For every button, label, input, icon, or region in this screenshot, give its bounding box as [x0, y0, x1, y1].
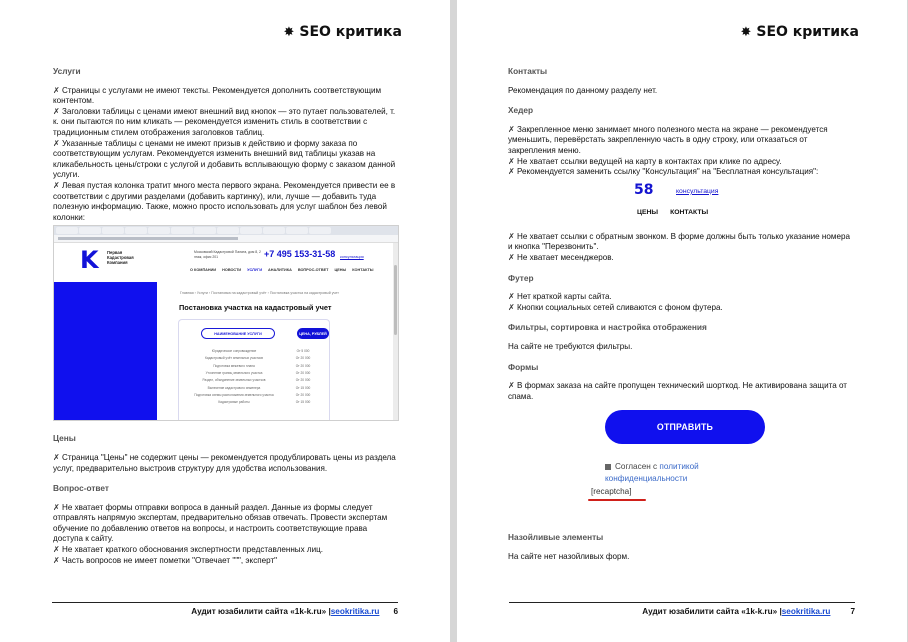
bullet-item: ✗ Страницы с услугами не имеют тексты. Рекомендуется дополнить соответствующим контентом. [53, 85, 382, 106]
gear-icon: ✸ [740, 24, 752, 40]
recaptcha-shortcode: [recaptcha] [591, 487, 632, 497]
table-row: Кадастровые работы От 15 000 [218, 400, 311, 405]
table-row: Юридическое сопровождение От 5 000 [211, 348, 310, 353]
cross-icon: ✗ [53, 138, 60, 148]
bullet-item: ✗ Не хватает формы отправки вопроса в данный раздел. Данные из формы следует отправлять напрямую экспертам, предварительно обязав отвечать. Провести экспертам обучение по добавлению ответов на вопросы, и настроить соответствующие права доступа к сайту. [53, 502, 388, 544]
bullet-item: ✗ Часть вопросов не имеет пометки "Отвечает """, эксперт" [53, 555, 278, 565]
menu-item: КОНТАКТЫ [670, 208, 709, 216]
page-content [508, 66, 856, 562]
bullet-item: ✗ Заголовки таблицы с ценами имеют внешний вид кнопок — это путает пользователей, т. к. они пытаются по ним кликать — рекомендуется изменить стиль в соответствии с традиционным стилем отображения заголовков таблиц. [53, 106, 396, 137]
page-title: Постановка участка на кадастровый учет [179, 303, 332, 313]
privacy-link: политикой конфиденциальности [605, 462, 699, 484]
section-text: Рекомендация по данному разделу нет. [508, 85, 658, 95]
document-page-7 [457, 0, 907, 642]
cross-icon: ✗ [508, 231, 515, 241]
section-title: Вопрос-ответ [53, 483, 109, 494]
menu-item: ЦЕНЫ [334, 268, 347, 273]
cross-icon: ✗ [53, 106, 60, 116]
section-title: Назойливые элементы [508, 532, 604, 543]
phone-fragment: 58 [634, 181, 654, 198]
section-title: Фильтры, сортировка и настройка отображения [508, 322, 707, 333]
service-column-header: НАИМЕНОВАНИЕ УСЛУГИ [201, 328, 275, 339]
table-row: Уточнение границ земельного участка От 20 000 [205, 370, 311, 375]
consult-link: консультация [340, 255, 364, 260]
section-title: Формы [508, 361, 539, 372]
footer-text: Аудит юзабилити сайта «1k-k.ru» | [191, 607, 331, 616]
section-title: Футер [508, 272, 534, 283]
bullet-item: ✗ Не хватает ссылки с обратным звонком. В форме должны быть только указание номера и кнопка "Перезвонить". [508, 231, 850, 252]
bullet-item: ✗ Указанные таблицы с ценами не имеют призыв к действию и форму заказа по соответствующим услугам. Рекомендуется изменить внешний вид таблицы указав на кликабельность цены/строки с услугой и добавить всплывающую форму с заказом данной услуги. [53, 138, 396, 180]
section-text: На сайте не требуются фильтры. [508, 341, 633, 351]
bullet-item: ✗ Кнопки социальных сетей сливаются с фоном футера. [508, 302, 723, 312]
section-title: Услуги [53, 66, 81, 76]
brand-name: SEO критика [299, 24, 402, 40]
cross-icon: ✗ [508, 292, 515, 302]
cross-icon: ✗ [53, 545, 60, 555]
company-logo-text: Первая Кадастровая Компания [107, 250, 134, 266]
browser-address-bar [54, 235, 398, 243]
cross-icon: ✗ [53, 555, 60, 565]
section-title: Хедер [508, 105, 534, 116]
page-footer [509, 602, 855, 616]
cross-icon: ✗ [508, 302, 515, 312]
bullet-item: ✗ Не хватает месенджеров. [508, 252, 614, 262]
header-snippet [508, 182, 856, 228]
price-table [178, 319, 330, 421]
footer-text: Аудит юзабилити сайта «1k-k.ru» | [642, 607, 782, 616]
form-screenshot [578, 406, 782, 520]
menu-item: О КОМПАНИИ [190, 268, 217, 273]
cross-icon: ✗ [508, 156, 515, 166]
checkbox-icon [605, 464, 611, 470]
company-logo-icon: K [80, 246, 99, 275]
menu-item: КОНТАКТЫ [352, 268, 374, 273]
menu-item: ВОПРОС-ОТВЕТ [297, 268, 329, 273]
site-header [54, 245, 398, 281]
cross-icon: ✗ [508, 167, 515, 177]
section-title: Цены [53, 433, 76, 444]
bullet-item: ✗ Нет краткой карты сайта. [508, 292, 612, 302]
page-content [53, 66, 398, 566]
document-page-6 [0, 0, 450, 642]
cross-icon: ✗ [53, 502, 60, 512]
site-address: Московский Кадастровой Палата, дом 8, 2 этаж, офис 201 [194, 250, 261, 259]
consult-link: консультация [676, 187, 719, 195]
footer-link[interactable]: seokritika.ru [330, 607, 380, 616]
breadcrumb: Главная › Услуги › Постановка на кадастровый учёт › Постановка участка на кадастровый учет [180, 291, 339, 296]
price-column-header: ЦЕНА, РУБЛЕЙ [297, 328, 329, 339]
table-row: Подготовка межевого плана От 20 000 [213, 363, 311, 368]
browser-tabs [54, 226, 398, 235]
footer-link[interactable]: seokritika.ru [781, 607, 831, 616]
cross-icon: ✗ [53, 85, 60, 95]
page-footer [52, 602, 398, 616]
bullet-item: ✗ Не хватает краткого обоснования экспертности представленных лиц. [53, 545, 324, 555]
bullet-item: ✗ Не хватает ссылки ведущей на карту в контактах при клике по адресу. [508, 156, 782, 166]
brand-logo [740, 24, 859, 40]
table-row: Подготовка схемы расположения земельного участка От 20 000 [194, 393, 311, 398]
site-menu [637, 208, 708, 219]
cross-icon: ✗ [53, 180, 60, 190]
empty-left-column [54, 282, 157, 421]
menu-item: НОВОСТИ [222, 268, 242, 273]
bullet-item: ✗ Страница "Цены" не содержит цены — рекомендуется продублировать цены из раздела услуг, предварительно выстроив структуру для удобства использования. [53, 452, 396, 473]
menu-item-active: УСЛУГИ [247, 268, 263, 273]
bullet-item: ✗ Левая пустая колонка тратит много места первого экрана. Рекомендуется привести ее в соответствии с другими разделами (добавить картинку), или, лучше — добавить туда полезную информацию. Также, можно просто использовать для услуг шаблон без левой колонки: [53, 180, 396, 222]
page-number: 7 [850, 607, 855, 616]
gear-icon: ✸ [283, 24, 295, 40]
brand-logo [283, 24, 402, 40]
menu-item: ЦЕНЫ [637, 208, 659, 216]
submit-button: ОТПРАВИТЬ [605, 410, 765, 444]
table-row: Раздел, объединение земельных участков От 20 000 [202, 378, 311, 383]
price-rows [189, 347, 323, 406]
cross-icon: ✗ [53, 452, 60, 462]
cross-icon: ✗ [508, 124, 515, 134]
menu-item: АНАЛИТИКА [268, 268, 292, 273]
section-text: На сайте нет назойливых форм. [508, 551, 630, 561]
bullet-item: ✗ Закрепленное меню занимает много полезного места на экране — рекомендуется уменьшить, перевёрстать закрепленную часть в одну строку, или отказаться от закрепления меню. [508, 124, 828, 155]
red-underline [588, 499, 646, 501]
section-title: Контакты [508, 66, 548, 76]
brand-name: SEO критика [756, 24, 859, 40]
cross-icon: ✗ [508, 252, 515, 262]
site-phone: +7 495 153-31-58 [264, 249, 336, 260]
cross-icon: ✗ [508, 381, 515, 391]
table-row: Кадастровый учёт земельных участков От 20 000 [205, 356, 311, 361]
table-row: Вынесение кадастрового инженера От 15 000 [207, 385, 311, 390]
scrollbar [393, 243, 398, 421]
privacy-consent: Согласен с политикой конфиденциальности [605, 462, 699, 484]
site-menu [190, 265, 374, 276]
bullet-item: ✗ Рекомендуется заменить ссылку "Консультация" на "Бесплатная консультация": [508, 167, 819, 177]
page-number: 6 [393, 607, 398, 616]
bullet-item: ✗ В формах заказа на сайте пропущен технический шорткод. Не активирована защита от спама. [508, 381, 848, 401]
website-screenshot [53, 225, 399, 421]
